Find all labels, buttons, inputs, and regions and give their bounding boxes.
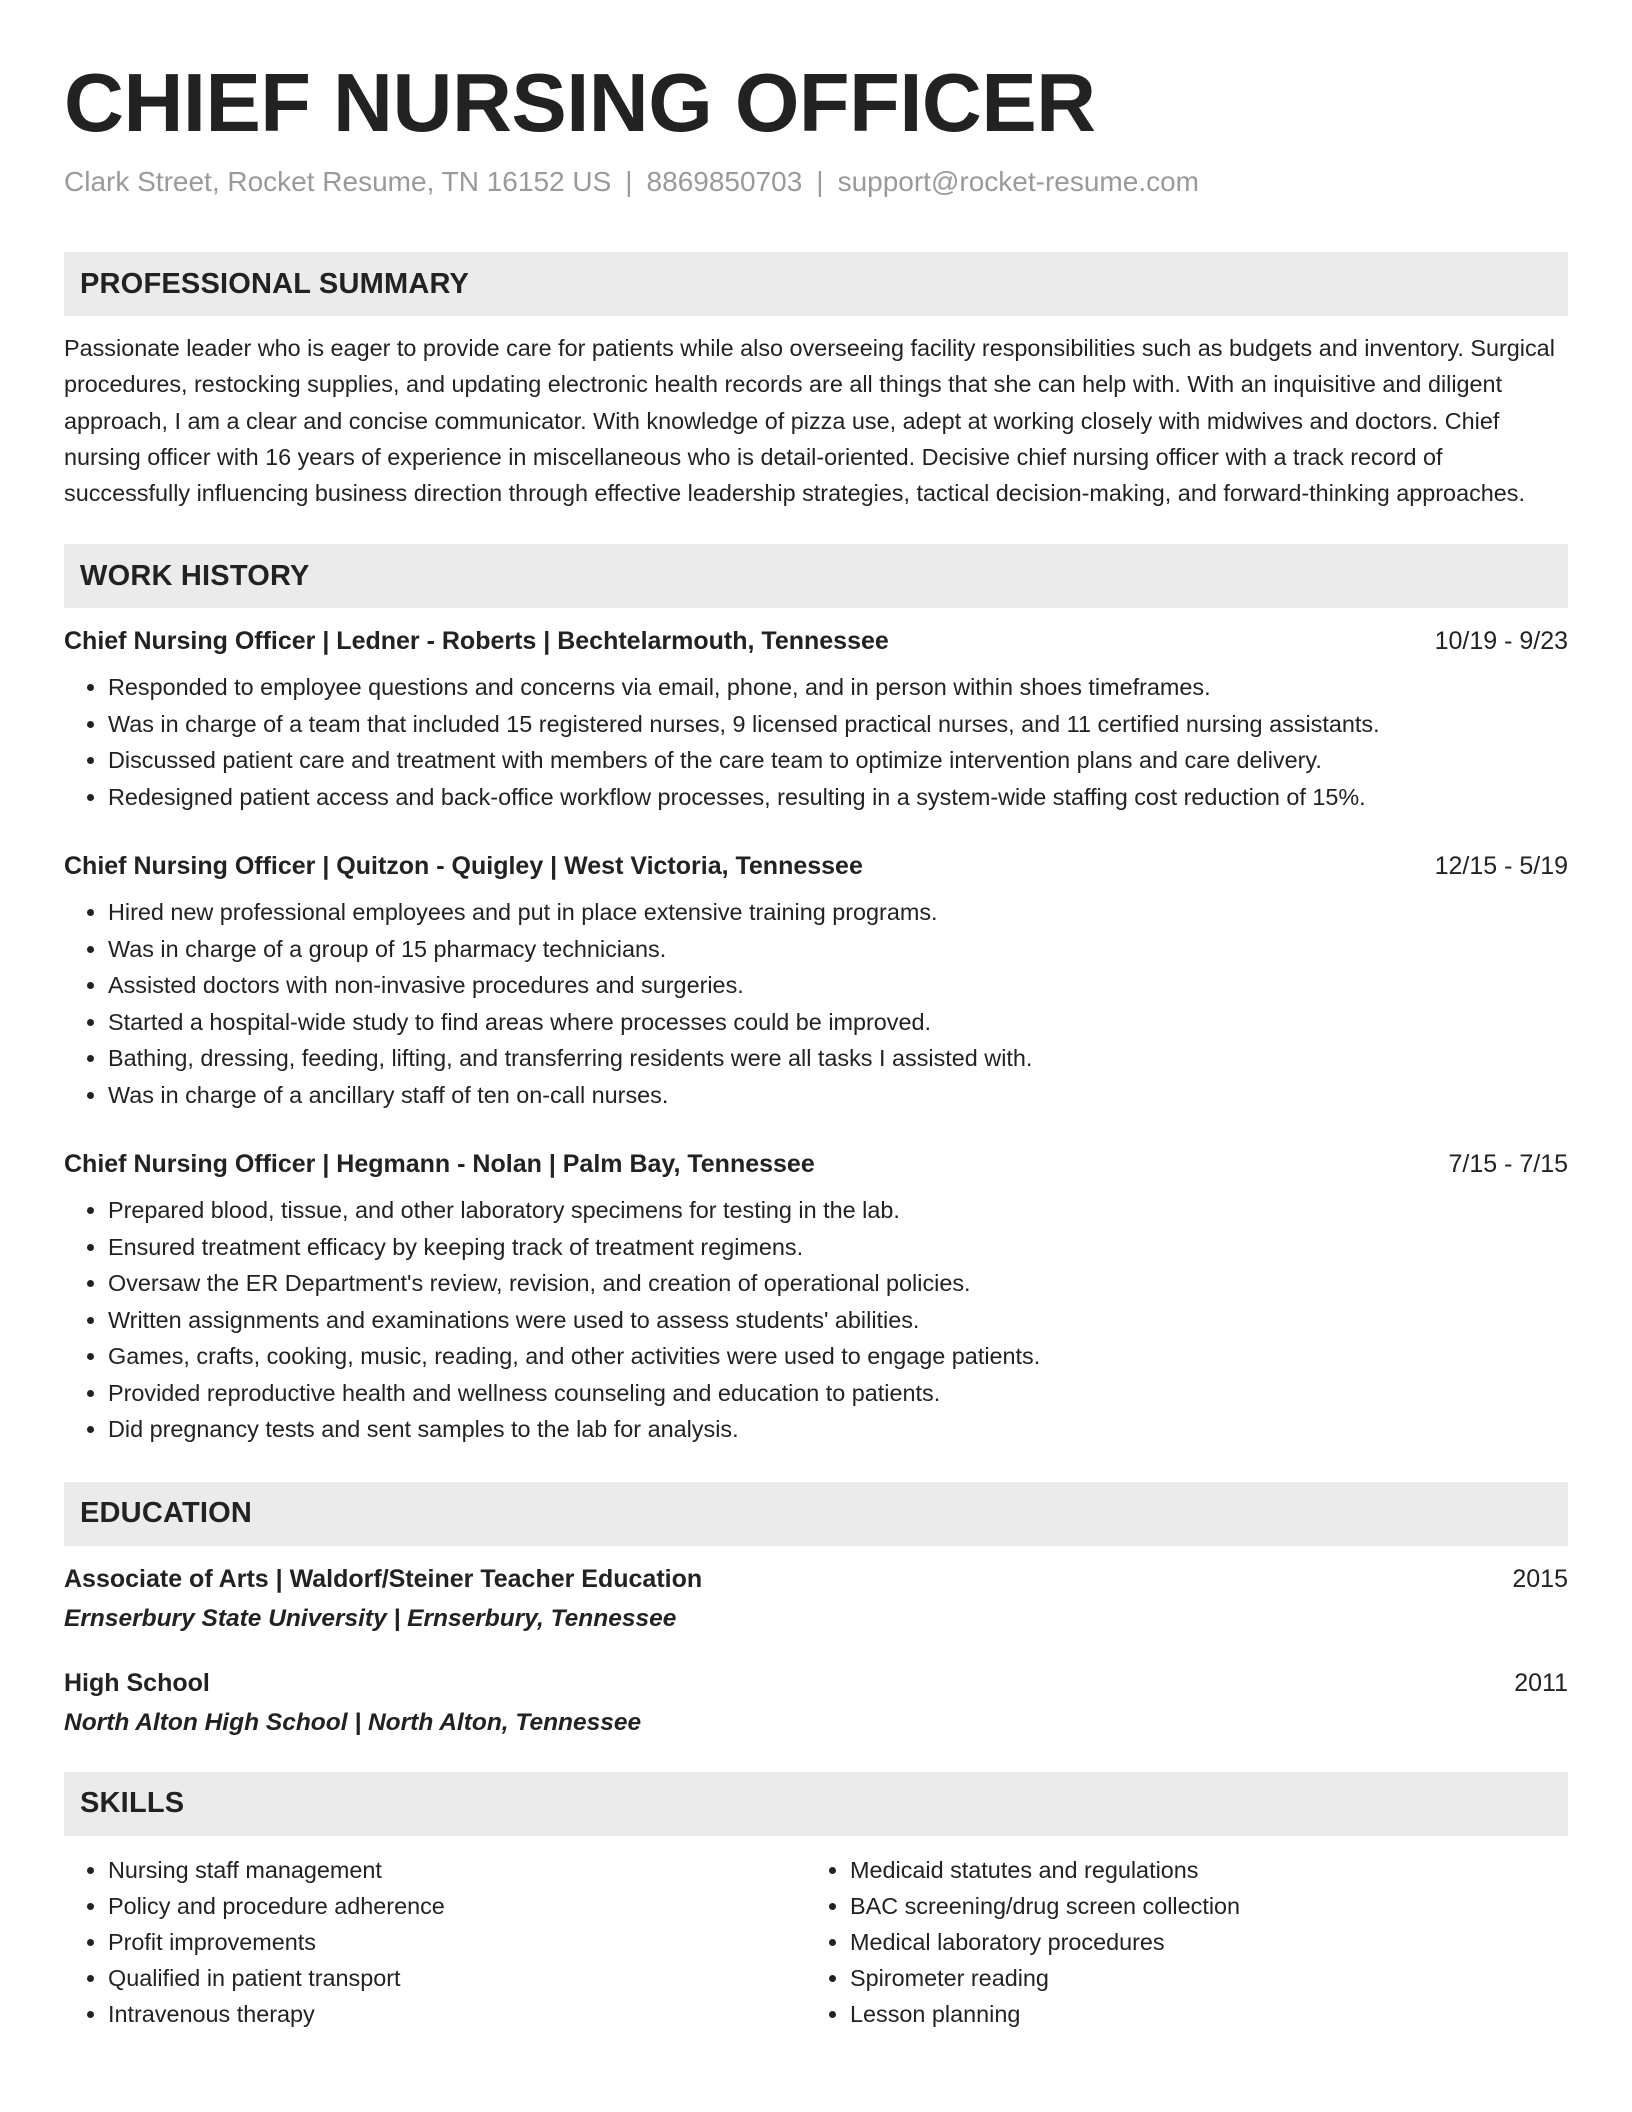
skills-list: [64, 1852, 1568, 2032]
education-entry: [64, 1666, 1568, 1740]
job-entry: [64, 624, 1568, 815]
contact-phone: 8869850703: [646, 166, 803, 197]
job-bullet: • Bathing, dressing, feeding, lifting, and transferring residents were all tasks I assisted with.: [108, 1040, 1568, 1077]
job-bullet: • Ensured treatment efficacy by keeping track of treatment regimens.: [108, 1229, 1568, 1266]
education-degree: Associate of Arts | Waldorf/Steiner Teacher Education: [64, 1564, 703, 1593]
skill-item: • Qualified in patient transport: [108, 1960, 806, 1996]
job-bullet: • Oversaw the ER Department's review, revision, and creation of operational policies.: [108, 1265, 1568, 1302]
job-bullet: • Did pregnancy tests and sent samples to the lab for analysis.: [108, 1411, 1568, 1448]
job-title: Chief Nursing Officer | Ledner - Roberts | Bechtelarmouth, Tennessee: [64, 627, 889, 656]
job-header: [64, 849, 1568, 883]
contact-line: [64, 164, 1568, 200]
contact-separator: |: [816, 166, 824, 197]
skill-item: • Intravenous therapy: [108, 1996, 806, 2032]
contact-address: Clark Street, Rocket Resume, TN 16152 US: [64, 166, 612, 197]
job-bullet: • Was in charge of a group of 15 pharmacy technicians.: [108, 931, 1568, 968]
education-header: [64, 1562, 1568, 1596]
job-bullets: [64, 894, 1568, 1113]
summary-heading: PROFESSIONAL SUMMARY: [64, 252, 1568, 316]
education-entry: [64, 1562, 1568, 1636]
education-school: Ernserbury State University | Ernserbury, Tennessee: [64, 1604, 677, 1632]
skill-item: • Spirometer reading: [850, 1960, 1548, 1996]
contact-email: support@rocket-resume.com: [837, 166, 1199, 197]
skill-item: • Profit improvements: [108, 1924, 806, 1960]
job-title: Chief Nursing Officer | Quitzon - Quigley | West Victoria, Tennessee: [64, 852, 863, 881]
skill-item: • BAC screening/drug screen collection: [850, 1888, 1548, 1924]
job-bullet: • Was in charge of a ancillary staff of ten on-call nurses.: [108, 1077, 1568, 1114]
contact-separator: |: [625, 166, 633, 197]
education-school: North Alton High School | North Alton, Tennessee: [64, 1708, 642, 1736]
job-dates: 12/15 - 5/19: [1434, 852, 1568, 881]
skill-item: • Medicaid statutes and regulations: [850, 1852, 1548, 1888]
education-year: 2015: [1512, 1564, 1568, 1593]
job-bullets: [64, 1192, 1568, 1448]
job-bullet: • Assisted doctors with non-invasive procedures and surgeries.: [108, 967, 1568, 1004]
job-bullet: • Prepared blood, tissue, and other laboratory specimens for testing in the lab.: [108, 1192, 1568, 1229]
job-entry: [64, 849, 1568, 1113]
job-dates: 10/19 - 9/23: [1434, 627, 1568, 656]
summary-text: Passionate leader who is eager to provide care for patients while also overseeing facility responsibilities such as budgets and inventory. Surgical procedures, restocking supplies, and updating electronic health records are all things that she can help with. With an inquisitive and diligent approach, I am a clear and concise communicator. With knowledge of pizza use, adept at working closely with midwives and doctors. Chief nursing officer with 16 years of experience in miscellaneous who is detail-oriented. Decisive chief nursing officer with a track record of successfully influencing business direction through effective leadership strategies, tactical decision-making, and forward-thinking approaches.: [64, 335, 1555, 507]
resume-name: CHIEF NURSING OFFICER: [64, 56, 1096, 149]
job-bullet: • Started a hospital-wide study to find areas where processes could be improved.: [108, 1004, 1568, 1041]
job-bullet: • Hired new professional employees and put in place extensive training programs.: [108, 894, 1568, 931]
skill-item: • Lesson planning: [850, 1996, 1548, 2032]
work-history-heading: WORK HISTORY: [64, 544, 1568, 608]
job-bullet: • Provided reproductive health and wellness counseling and education to patients.: [108, 1375, 1568, 1412]
job-bullet: • Discussed patient care and treatment with members of the care team to optimize intervention plans and care delivery.: [108, 742, 1568, 779]
skill-item: • Medical laboratory procedures: [850, 1924, 1548, 1960]
job-bullets: [64, 669, 1568, 815]
education-degree: High School: [64, 1668, 210, 1697]
skill-item: • Policy and procedure adherence: [108, 1888, 806, 1924]
skills-column-left: [64, 1852, 806, 2032]
job-dates: 7/15 - 7/15: [1448, 1150, 1568, 1179]
skills-column-right: [806, 1852, 1548, 2032]
education-year: 2011: [1514, 1668, 1568, 1697]
skill-item: • Nursing staff management: [108, 1852, 806, 1888]
job-title: Chief Nursing Officer | Hegmann - Nolan | Palm Bay, Tennessee: [64, 1150, 815, 1179]
job-bullet: • Redesigned patient access and back-office workflow processes, resulting in a system-wide staffing cost reduction of 15%.: [108, 779, 1568, 816]
skills-heading: SKILLS: [64, 1772, 1568, 1836]
job-bullet: • Was in charge of a team that included 15 registered nurses, 9 licensed practical nurses, and 11 certified nursing assistants.: [108, 706, 1568, 743]
job-header: [64, 1147, 1568, 1181]
job-bullet: • Games, crafts, cooking, music, reading, and other activities were used to engage patients.: [108, 1338, 1568, 1375]
job-header: [64, 624, 1568, 658]
job-bullet: • Written assignments and examinations were used to assess students' abilities.: [108, 1302, 1568, 1339]
job-bullet: • Responded to employee questions and concerns via email, phone, and in person within shoes timeframes.: [108, 669, 1568, 706]
education-heading: EDUCATION: [64, 1482, 1568, 1546]
education-header: [64, 1666, 1568, 1700]
job-entry: [64, 1147, 1568, 1448]
